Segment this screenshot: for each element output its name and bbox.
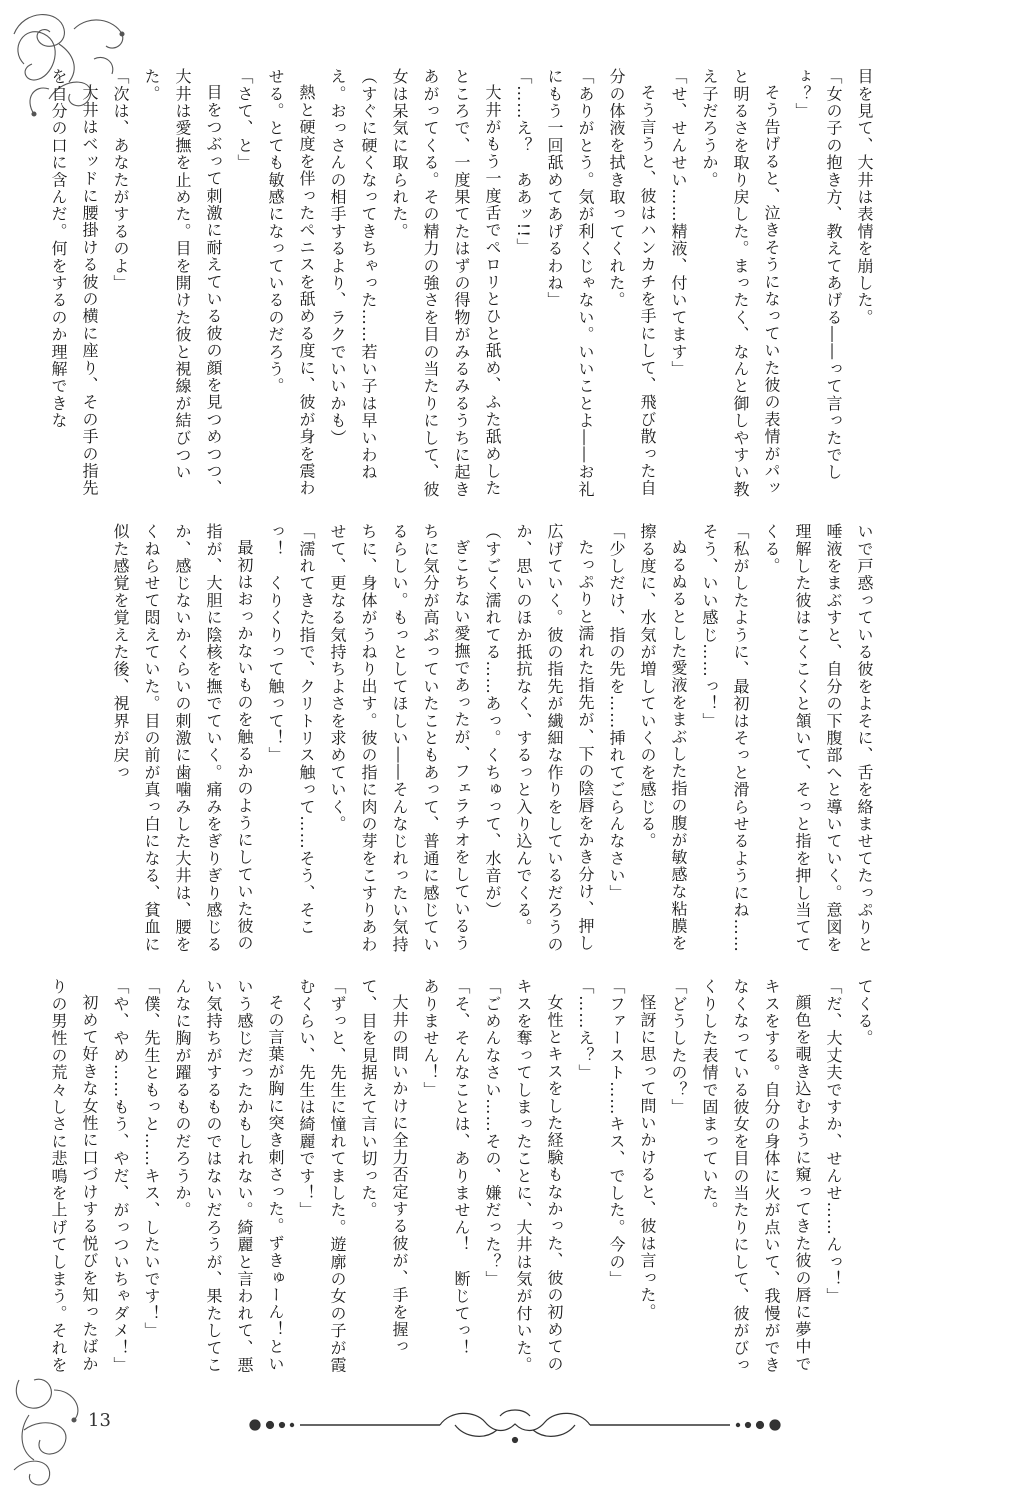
paragraph: その言葉が胸に突き刺さった。ずきゅーん！といいう感じだったかもしれない。綺麗と言われて、悪い気持ちがするものではないだろうが、果たしてこんなに胸が躍るものだろうか。 <box>173 978 285 1374</box>
paragraph: 目を見て、大井は表情を崩した。 <box>855 68 874 326</box>
paragraph: そう告げると、泣きそうになっていた彼の表情がパッと明るさを取り戻した。まったく、なんと御しやすい教え子だろうか。 <box>700 68 781 498</box>
paragraph: いで戸惑っている彼をよそに、舌を絡ませてたっぷりと唾液をまぶすと、自分の下腹部へと導いていく。意図を理解した彼はこくこくと頷いて、そっと指を押し当ててくる。 <box>762 523 874 953</box>
paragraph: 熱と硬度を伴ったペニスを舐める度に、彼が身を震わせる。とても敏感になっているのだろう。 <box>266 68 316 497</box>
paragraph: ぬるぬるとした愛液をまぶした指の腹が敏感な粘膜を擦る度に、水気が増していくのを感じる。 <box>638 523 688 952</box>
paragraph: 「……え？」 <box>576 978 595 1082</box>
paragraph: 大井はベッドに腰掛ける彼の横に座り、その手の指先を自分の口に含んだ。何をするのか理解できな <box>49 68 99 497</box>
paragraph: 「女の子の抱き方、教えてあげる――って言ったでしょ？」 <box>793 68 843 481</box>
paragraph: 「そ、そんなことは、ありません！ 断じてっ！ ありません！」 <box>421 978 471 1374</box>
text-block-bottom <box>49 978 880 1378</box>
paragraph: 女性とキスをした経験もなかった、彼の初めてのキスを奪ってしまったことに、大井は気が付いた。 <box>514 978 564 1374</box>
paragraph: 「ファースト……キス、でした。今の」 <box>607 978 626 1288</box>
text-block-top <box>49 68 880 498</box>
paragraph: 「僕、先生ともっと……キス、したいです！」 <box>142 978 161 1340</box>
paragraph: 最初はおっかないものを触るかのようにしていた彼の指が、大胆に陰核を撫でていく。痛みをぎりぎり感じるか、感じないかくらいの刺激に歯噛みした大井は、腰をくねらせて悶えていた。目の前が真っ白になる、貧血に似た感覚を覚えた後、視界が戻っ <box>111 523 254 953</box>
page-number: 13 <box>88 1410 111 1431</box>
corner-flourish-bottom-left-icon <box>4 1360 94 1495</box>
paragraph: 「濡れてきた指で、クリトリス触って……そう、そこっ！ くりくりって触って！」 <box>266 523 316 936</box>
paragraph: 「ありがとう。気が利くじゃない。いいことよ――お礼にもう一回舐めてあげるわね」 <box>545 68 595 498</box>
divider-ornament-icon <box>245 1402 785 1448</box>
paragraph: 「だ、大丈夫ですか、せんせ……んっ！」 <box>824 978 843 1305</box>
paragraph: 「や、やめ……もう、やだ、がっついちゃダメ！」 <box>111 978 130 1374</box>
text-block-middle <box>85 523 880 953</box>
paragraph: 「次は、あなたがするのよ」 <box>111 68 130 292</box>
paragraph: 大井の問いかけに全力否定する彼が、手を握って、目を見据えて言い切った。 <box>359 978 409 1356</box>
paragraph: たっぷりと濡れた指先が、下の陰唇をかき分け、押し広げていく。彼の指先が繊細な作りをしているだろうのか、思いのほか抵抗なく、するっと入り込んでくる。 <box>514 523 595 953</box>
paragraph: ぎこちない愛撫であったが、フェラチオをしているうちに気分が高ぶっていたこともあって、普通に感じているらしい。もっとしてほしい――そんなじれったい気持ちに、身体がうねり出す。彼の指に肉の芽をこすりあわせて、更なる気持ちよさを求めていく。 <box>328 523 471 953</box>
paragraph: 怪訝に思って問いかけると、彼は言った。 <box>638 994 657 1321</box>
paragraph: （すぐに硬くなってきちゃった……若い子は早いわねえ。おっさんの相手するより、ラクでいいかも） <box>328 68 378 481</box>
paragraph: そう言うと、彼はハンカチを手にして、飛び散った自分の体液を拭き取ってくれた。 <box>607 68 657 497</box>
paragraph: てくる。 <box>855 978 874 1047</box>
paragraph: 目をつぶって刺激に耐えている彼の顔を見つめつつ、大井は愛撫を止めた。目を開けた彼と視線が結びついた。 <box>142 68 223 497</box>
paragraph: 「せ、せんせい……精液、付いてます」 <box>669 68 688 378</box>
paragraph: 「私がしたように、最初はそっと滑らせるようにね……そう、いい感じ……っ！」 <box>700 523 750 953</box>
paragraph: 「ずっと、先生に憧れてました。遊廓の女の子が霞むくらい、先生は綺麗です！」 <box>297 978 347 1374</box>
paragraph: （すごく濡れてる……あっ。くちゅって、水音が） <box>483 523 502 919</box>
paragraph: 「さて、と」 <box>235 68 254 172</box>
paragraph: 「少しだけ、指の先を……挿れてごらんなさい」 <box>607 523 626 902</box>
paragraph: 「どうしたの？」 <box>669 978 688 1116</box>
paragraph: 初めて好きな女性に口づけする悦びを知ったばかりの男性の荒々しさに悲鳴を上げてしまう。それを <box>49 978 99 1374</box>
paragraph: 顔色を覗き込むように窺ってきた彼の唇に夢中でキスをする。自分の身体に火が点いて、我慢ができなくなっている彼女を目の当たりにして、彼がびっくりした表情で固まっていた。 <box>700 978 812 1374</box>
paragraph: 「ごめんなさい……その、嫌だった？」 <box>483 978 502 1288</box>
paragraph: 「……え？ ああッ!!」 <box>514 68 533 256</box>
paragraph: 大井がもう一度舌でペロリとひと舐め、ふた舐めしたところで、一度果てたはずの得物がみるみるうちに起きあがってくる。その精力の強さを目の当たりにして、彼女は呆気に取られた。 <box>390 68 502 498</box>
